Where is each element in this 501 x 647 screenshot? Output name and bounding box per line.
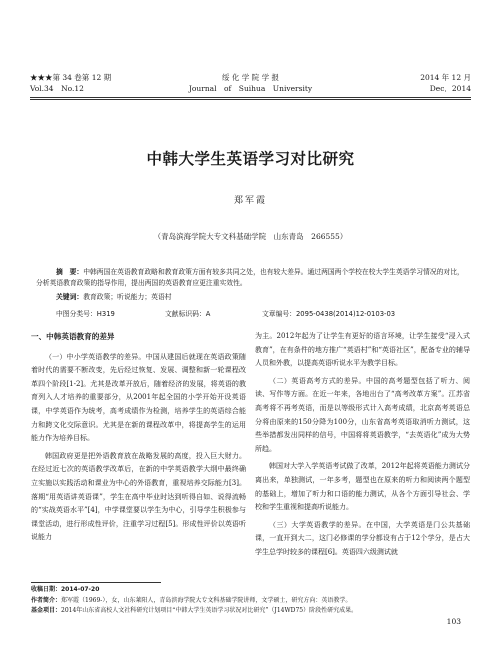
journal-name: [30, 72, 471, 94]
volume-cn: ★★★第 34 卷第 12 期: [30, 73, 112, 82]
footnotes: [31, 585, 470, 617]
document-code: 文献标识码：A: [165, 310, 211, 318]
section-heading: 一、中韩英语教育的差异: [31, 332, 115, 341]
body-column-left: [31, 330, 246, 549]
keywords: [56, 291, 172, 301]
paragraph: 韩国政府更是把外语教育放在战略发展的高度，投入巨大财力。在经过近七次的英语教学改革后，在新的中学英语教学大纲中最终确立实施以实践活动和课业为中心的外语教育，重视培养交际能力[3]。落期“用英语讲英语课”，学生在高中毕业时达到听得自如、说得流畅的“实战英语水平”[4]，中学课堂要以学生为中心，引导学生积极参与课堂活动，进行形成性评价，注重学习过程[5]。形成性评价以英语听说能力: [31, 451, 246, 542]
journal-name-cn: 绥 化 学 院 学 报: [222, 73, 279, 82]
article-title: 中韩大学生英语学习对比研究: [146, 150, 355, 168]
body-column-right: [255, 330, 470, 564]
author-bio: [31, 596, 470, 607]
article-author: 郑军霞: [233, 196, 267, 206]
volume-en: Vol.34 No.12: [30, 84, 84, 93]
author-bio-text: 郑军霞（1969-），女，山东莱阳人，青岛滨海学院大专文科基础学院讲师，文学硕士，研究方向：英语教学。: [61, 596, 352, 604]
header-rule-second: [30, 99, 471, 100]
journal-name-en: Journal of Suihua University: [188, 84, 313, 93]
issue-date-cn: 2014 年 12 月: [420, 73, 471, 82]
article-number: 文章编号：2095-0438(2014)12-0103-03: [262, 310, 396, 318]
paragraph: 韩国对大学入学英语考试做了改革，2012年起将英语能力测试分离出来，单独测试，一年多考，题型也在原来的听力和阅读两个题型的基础上，增加了听力和口语的能力测试，从各个方面引导社会、学校和学生重视和提高听说能力。: [255, 462, 470, 512]
clc-number: 中图分类号：H319: [56, 310, 115, 318]
fund-label: 基金项目：: [31, 607, 62, 614]
issue-date-en: Dec．2014: [429, 84, 471, 93]
footnote-rule: [31, 582, 161, 583]
paragraph: （二）英语高考方式的差异。中国的高考题型包括了听力、阅读、写作等方面。在近一年来，各地出台了“高考改革方案”。江苏省高考将不再考英语，而是以等级形式计入高考成绩，北京高考英语总分将由原来的150分降为100分，山东省高考英语取消听力测试，这些举措都发出同样的信号，中国将将英语教学，“去英语化”成为大势所趋。: [255, 376, 470, 453]
header-rule: [30, 97, 471, 98]
abstract-label: 摘 要：: [56, 268, 84, 276]
keywords-label: 关键词：: [56, 293, 84, 301]
page-number: 103: [446, 617, 461, 626]
abstract: [36, 267, 465, 289]
abstract-text: 中韩两国在英语教育政略和教育政策方面有较多共同之处，也有较大差异。通过两国两个学校在校大学生英语学习情况的对比，分析英语教育政策的指导作用，提出两国的英语教育应更注重实效性。: [36, 268, 464, 287]
received-date: 收稿日期：2014-07-20: [31, 586, 100, 593]
issue-date: [420, 72, 471, 94]
paragraph: （三）大学英语教学的差异。在中国，大学英语是门公共基础课，一直开到大二，这门必修课的学分都设有占于12个学分，是占大学生总学时较多的课程[6]。英语四六级测试就: [255, 520, 470, 556]
fund-info: [31, 606, 470, 617]
paragraph: （一）中小学英语教学的差异。中国从建国后就现在英语政策随着时代的需要不断改变，先后经过恢复、发展、调整和新一轮课程改革四个阶段[1-2]。尤其是改革开放后，随着经济的发展，将英语的教育列入人才培养的重要部分，从2001年起全国的小学开始开设英语课，中学英语作为统考，高考成绩作为检测，培养学生的英语综合能力和跨文化交际意识。尤其是在新的课程改革中，将提高学生的运用能力作为培养目标。: [31, 352, 246, 443]
author-bio-label: 作者简介：: [31, 596, 62, 604]
fund-text: 2014年山东省高校人文社科研究计划项目“中韩大学生英语学习状况对比研究”（J14WD75）阶段性研究成果。: [61, 607, 358, 614]
author-affiliation: （青岛滨海学院大专文科基础学院 山东青岛 266555）: [153, 232, 348, 241]
keywords-text: 教育政策；听说能力；英语村: [83, 293, 172, 301]
paragraph: 为主。2012年起为了让学生有更好的语言环境，让学生接受“浸入式教育”，在有条件的地方推广“英语村”和“英语社区”，配备专业的辅导人员和外教，以提高英语听说水平为教学目标。: [255, 332, 470, 368]
